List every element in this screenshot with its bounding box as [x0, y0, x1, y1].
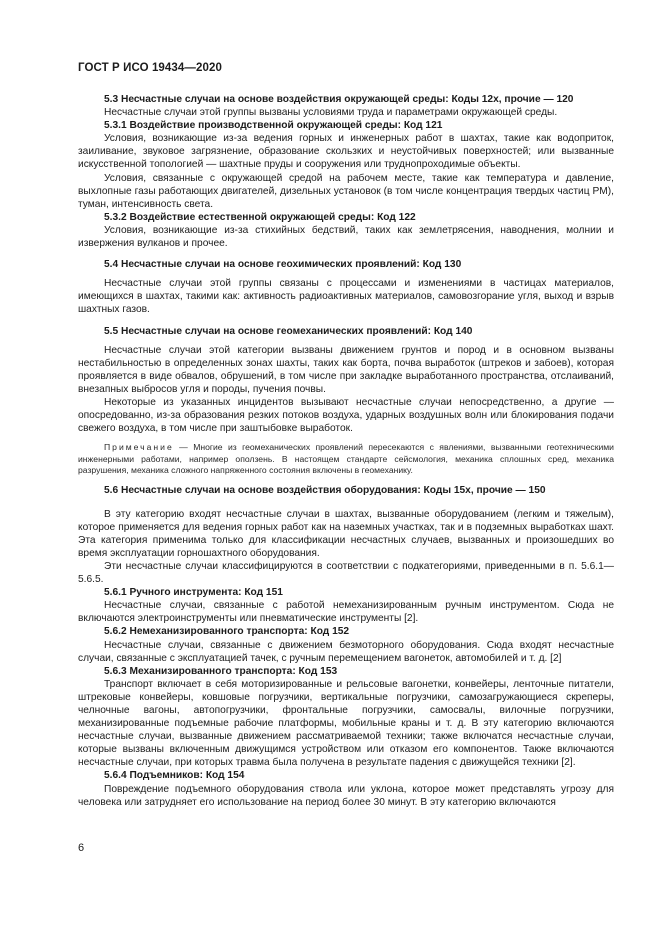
section-heading-5-6-4: 5.6.4 Подъемников: Код 154	[104, 770, 245, 782]
paragraph: Эти несчастные случаи классифицируются в соответствии с подкатегориями, приведенными в п. 5.6.1—5.6.5.	[78, 560, 614, 586]
note	[78, 442, 614, 476]
section-heading-5-5: 5.5 Несчастные случаи на основе геомеханических проявлений: Код 140	[104, 325, 473, 337]
paragraph: Несчастные случаи этой категории вызваны движением грунтов и пород и в основном вызваны нестабильностью в определенных зонах шахты, таких как борта, почва выработок (штреков и забоев), которая проявляется в виде обвалов, обрушений, в том числе при закладке выработанного пространства, отслаиваний, внезапных выбросов угля и породы, пучения почвы.	[78, 344, 614, 395]
paragraph: Транспорт включает в себя моторизированные и рельсовые вагонетки, конвейеры, ленточные питатели, штрековые конвейеры, ковшовые погрузчики, вертикальные погрузчики, самозагружающиеся скреперы, челночные вагоны, автопогрузчики, фронтальные погрузчики, самосвалы, вилочные погрузчики, механизированные подъемные рабочие платформы, мобильные краны и т. д. В эту категорию включаются несчастные случаи, вызванные движением рассматриваемой техники; также включатся несчастные случаи, которые вызваны включенным движущимся устройством или отказом его компонентов. Также включаются несчастные случаи, при которых травма была получена в результате падения с движущейся техники [2].	[78, 678, 614, 769]
paragraph: Условия, возникающие из-за ведения горных и инженерных работ в шахтах, такие как водоприток, заиливание, звуковое загрязнение, образование скользких и неустойчивых поверхностей; или вызванные искусственной топологией — шахтные пруды и сооружения или труднопроходимые объекты.	[78, 133, 614, 171]
page-number: 6	[78, 842, 85, 854]
paragraph: Несчастные случаи этой группы вызваны условиями труда и параметрами окружающей среды.	[104, 107, 558, 119]
paragraph: В эту категорию входят несчастные случаи в шахтах, вызванные оборудованием (легким и тяжелым), которое применяется для ведения горных работ как на наземных участках, так и в подземных выработках шахт. Эта категория применима только для классификации несчастных случаев, вызванных и произошедших во время эксплуатации горношахтного оборудования.	[78, 508, 614, 559]
section-heading-5-6-1: 5.6.1 Ручного инструмента: Код 151	[104, 587, 283, 599]
paragraph: Некоторые из указанных инцидентов вызывают несчастные случаи непосредственно, а другие — опосредованно, из-за образования резких потоков воздуха, ударных воздушных волн или блокирования подачи свежего воздуха, в том числе при заштыбовке выработок.	[78, 396, 614, 435]
paragraph: Несчастные случаи, связанные с движением безмоторного оборудования. Сюда входят несчастные случаи, связанные с эксплуатацией тачек, с ручным перемещением вагонеток, автомобилей и т. д. [2]	[78, 639, 614, 664]
document-body	[78, 93, 614, 809]
section-heading-5-4: 5.4 Несчастные случаи на основе геохимических проявлений: Код 130	[104, 259, 462, 271]
paragraph: Условия, связанные с окружающей средой на рабочем месте, такие как температура и давление, выхлопные газы работающих двигателей, дизельных установок (в том числе концентрация твердых частиц PM), туман, интенсивность света.	[78, 172, 614, 210]
section-heading-5-3-2: 5.3.2 Воздействие естественной окружающей среды: Код 122	[104, 211, 416, 223]
paragraph: Несчастные случаи, связанные с работой немеханизированным ручным инструментом. Сюда не включаются электроинструменты или пневматические инструменты [2].	[78, 600, 614, 625]
section-heading-5-3-1: 5.3.1 Воздействие производственной окружающей среды: Код 121	[104, 120, 443, 132]
section-heading-5-3: 5.3 Несчастные случаи на основе воздействия окружающей среды: Коды 12x, прочие — 120	[104, 94, 574, 105]
section-heading-5-6: 5.6 Несчастные случаи на основе воздействия оборудования: Коды 15x, прочие — 150	[104, 485, 546, 497]
paragraph: Несчастные случаи этой группы связаны с процессами и изменениями в частицах материалов, имеющихся в шахтах, такими как: активность радиоактивных материалов, самовозгорание угля, выход и взрыв шахтных газов.	[78, 278, 614, 316]
note-text: — Многие из геомеханических проявлений пересекаются с явлениями, вызванными геотехническими инженерными работами, например оползень. В настоящем стандарте сейсмология, механика сплошных сред, механика разрушения, механика сложного напряженного состояния включены в геомеханику.	[78, 442, 614, 476]
document-header: ГОСТ Р ИСО 19434—2020	[78, 62, 223, 74]
paragraph: Повреждение подъемного оборудования ствола или уклона, которое может представлять угрозу для человека или затрудняет его использование на период более 30 минут. В эту категорию включаются	[78, 783, 614, 808]
section-heading-5-6-2: 5.6.2 Немеханизированного транспорта: Код 152	[104, 626, 350, 638]
paragraph: Условия, возникающие из-за стихийных бедствий, таких как землетрясения, наводнения, молнии и извержения вулканов и прочее.	[78, 224, 614, 250]
note-label: Примечание	[104, 442, 174, 453]
section-heading-5-6-3: 5.6.3 Механизированного транспорта: Код 153	[104, 665, 338, 677]
